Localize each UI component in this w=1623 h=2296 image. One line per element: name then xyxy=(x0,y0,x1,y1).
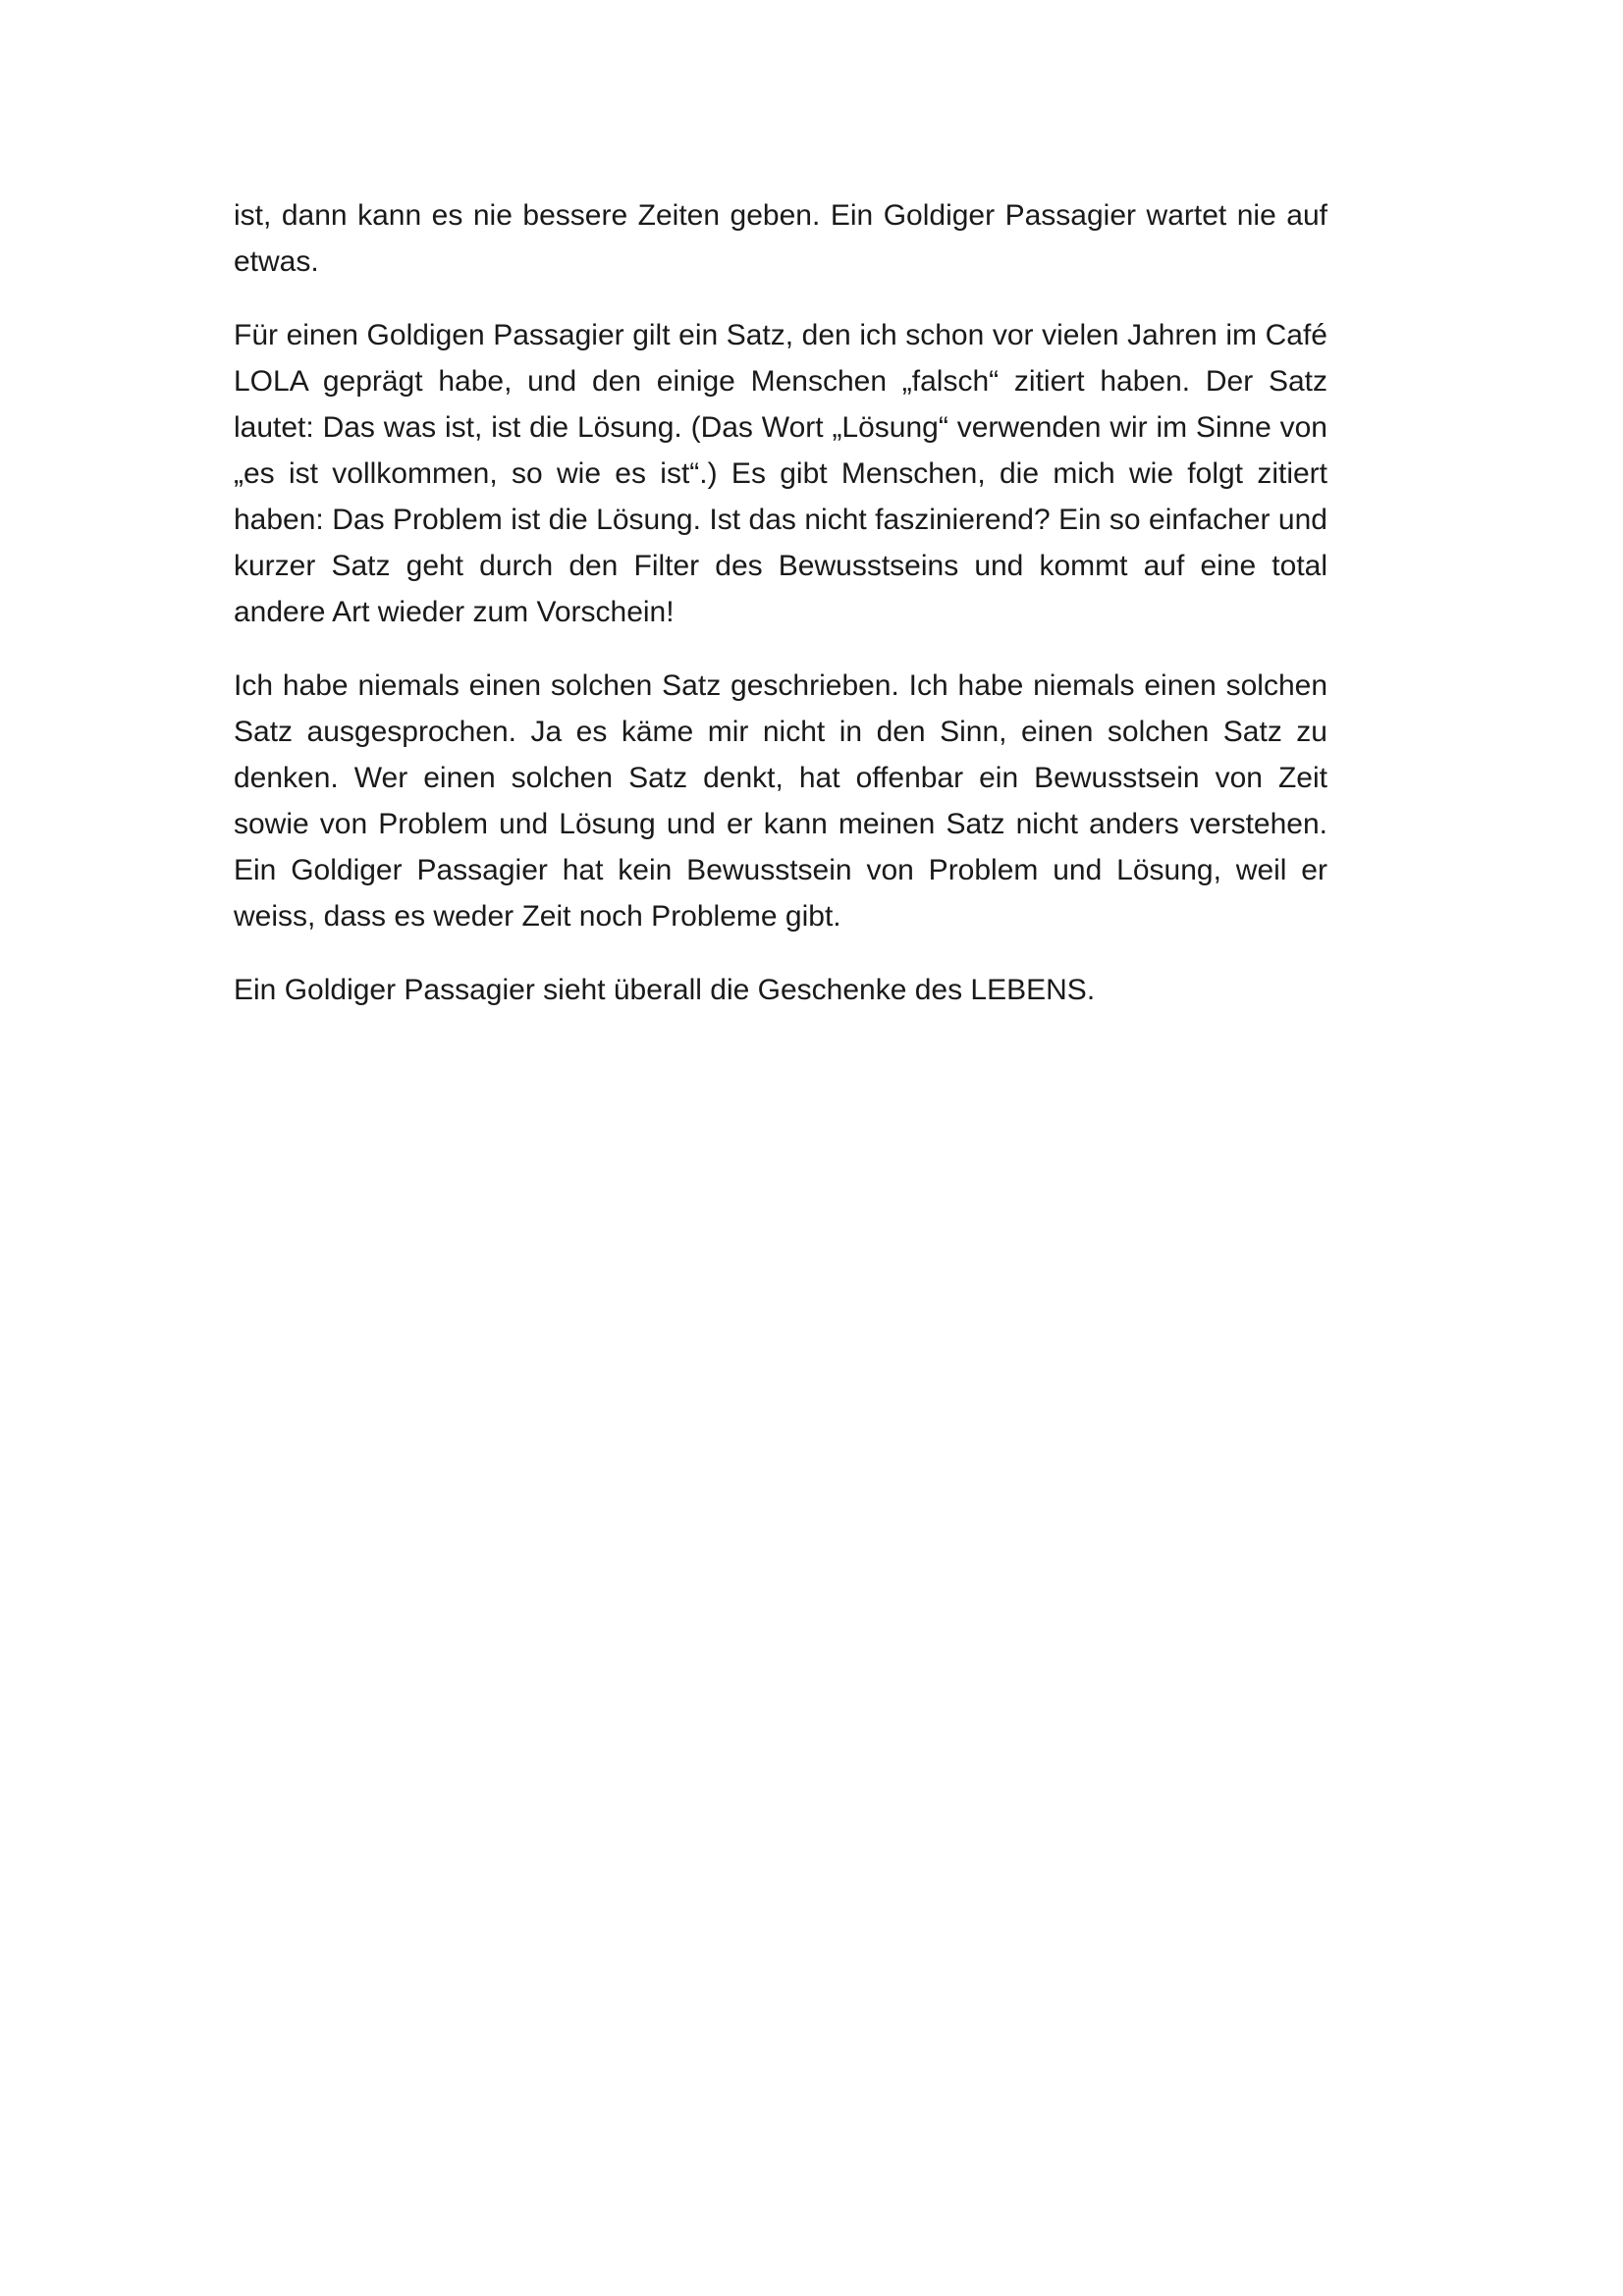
paragraph-4: Ein Goldiger Passagier sieht überall die Geschenke des LEBENS. xyxy=(234,974,1096,1006)
paragraph-2: Für einen Goldigen Passagier gilt ein Satz, den ich schon vor vielen Jahren im Café LOLA geprägt habe, und den einige Menschen „falsch“ zitiert haben. Der Satz lautet: Das was ist, ist die Lösung. (Das Wort „Lösung“ verwenden wir im Sinne von „es ist vollkommen, so wie es ist“.) Es gibt Menschen, die mich wie folgt zitiert haben: Das Problem ist die Lösung. Ist das nicht faszinierend? Ein so einfacher und kurzer Satz geht durch den Filter des Bewusstseins und kommt auf eine total andere Art wieder zum Vorschein! xyxy=(234,319,1327,628)
body-text xyxy=(234,192,1327,1041)
paragraph-1: ist, dann kann es nie bessere Zeiten geben. Ein Goldiger Passagier wartet nie auf etwas. xyxy=(234,199,1327,278)
paragraph-3: Ich habe niemals einen solchen Satz geschrieben. Ich habe niemals einen solchen Satz ausgesprochen. Ja es käme mir nicht in den Sinn, einen solchen Satz zu denken. Wer einen solchen Satz denkt, hat offenbar ein Bewusstsein von Zeit sowie von Problem und Lösung und er kann meinen Satz nicht anders verstehen. Ein Goldiger Passagier hat kein Bewusstsein von Problem und Lösung, weil er weiss, dass es weder Zeit noch Probleme gibt. xyxy=(234,669,1327,933)
